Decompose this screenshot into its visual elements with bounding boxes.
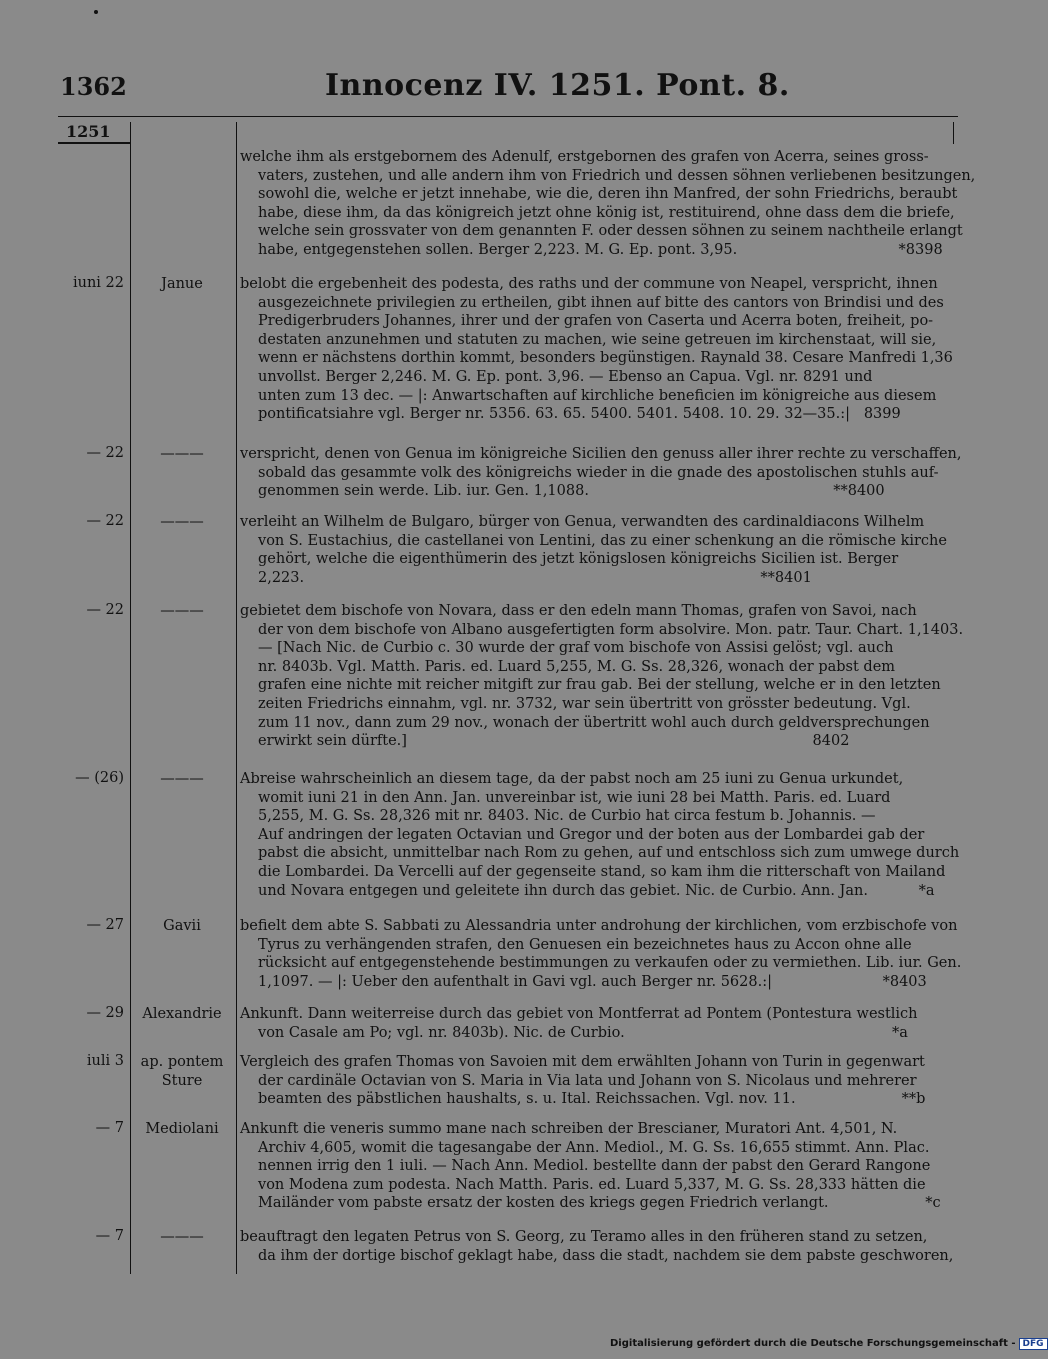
year-underline <box>58 142 130 144</box>
entry-text-line: der cardinäle Octavian von S. Maria in Via lata und Johann von S. Nicolaus und mehrerer <box>258 1072 917 1089</box>
footer-credit <box>610 1338 1048 1350</box>
entry-text-line: die Lombardei. Da Vercelli auf der gegenseite stand, so kam ihm die ritterschaft von Mailand <box>258 863 946 880</box>
entry-text-line: 2,223. **8401 <box>258 569 812 586</box>
entry-text-line: sobald das gesammte volk des königreichs wieder in die gnade des apostolischen stuhls auf- <box>258 464 939 481</box>
entry-text-line: nr. 8403b. Vgl. Matth. Paris. ed. Luard 5,255, M. G. Ss. 28,326, wonach der pabst dem <box>258 658 896 675</box>
entry-text <box>240 1120 953 1213</box>
entry-text-line: zeiten Friedrichs einnahm, vgl. nr. 3732, war sein übertritt von grösster bedeutung. Vgl. <box>258 695 911 712</box>
entry-date: — 27 <box>86 917 124 933</box>
entry-text-line: von Modena zum podesta. Nach Matth. Paris. ed. Luard 5,337, M. G. Ss. 28,333 hätten die <box>258 1176 926 1193</box>
entry-text-line: und Novara entgegen und geleitete ihn durch das gebiet. Nic. de Curbio. Ann. Jan. *a <box>258 882 935 899</box>
entry-text-line: gehört, welche die eigenthümerin des jetzt königslosen königreichs Sicilien ist. Berger <box>258 551 899 568</box>
right-margin-tick <box>953 122 954 144</box>
entry-text <box>240 513 953 587</box>
entry-text-line: — [Nach Nic. de Curbio c. 30 wurde der graf vom bischofe von Assisi gelöst; vgl. auch <box>258 640 894 657</box>
entry-text-line: verleiht an Wilhelm de Bulgaro, bürger von Genua, verwandten des cardinaldiacons Wilhelm <box>240 514 925 530</box>
entry-text-line: Mailänder vom pabste ersatz der kosten des kriegs gegen Friedrich verlangt. *c <box>258 1195 941 1212</box>
entry-text-line: pabst die absicht, unmittelbar nach Rom zu gehen, auf und entschloss sich zum umwege durch <box>258 845 960 862</box>
entry-text <box>240 917 962 991</box>
page-number: 1362 <box>60 72 127 101</box>
dfg-logo: DFG <box>1019 1338 1048 1350</box>
footer-text: Digitalisierung gefördert durch die Deutsche Forschungsgemeinschaft - <box>610 1338 1016 1349</box>
entry-text-line: welche sein grossvater von dem genannten F. oder dessen söhnen zu seinem nachtheile erlangt <box>258 223 963 240</box>
entry-date: — (26) <box>75 770 124 786</box>
entry-text-line: von S. Eustachius, die castellanei von Lentini, das zu einer schenkung an die römische kirche <box>258 532 947 549</box>
entry-text-line: zum 11 nov., dann zum 29 nov., wonach der übertritt wohl auch durch geldversprechungen <box>258 714 930 731</box>
entry-text-line: unvollst. Berger 2,246. M. G. Ep. pont. 3,96. — Ebenso an Capua. Vgl. nr. 8291 und <box>258 368 873 385</box>
entry-place: ——— <box>160 514 204 530</box>
entry-text-line: Vergleich des grafen Thomas von Savoien mit dem erwählten Johann von Turin in gegenwart <box>240 1054 925 1070</box>
entry-place: Janue <box>161 276 203 292</box>
entry-date: — 22 <box>86 513 124 529</box>
entry-text <box>240 275 953 424</box>
entry-date: — 7 <box>95 1228 124 1244</box>
entry-place: ——— <box>160 446 204 462</box>
entry-text <box>240 770 960 900</box>
entry-text-line: Archiv 4,605, womit die tagesangabe der Ann. Mediol., M. G. Ss. 16,655 stimmt. Ann. Plac. <box>258 1139 930 1156</box>
entry-text-line: wenn er nächstens dorthin kommt, besonders begünstigen. Raynald 38. Cesare Manfredi 1,36 <box>258 350 953 367</box>
entry-text-line: Tyrus zu verhängenden strafen, den Genuesen ein bezeichnetes haus zu Accon ohne alle <box>258 936 912 953</box>
entry-text-line: habe, entgegenstehen sollen. Berger 2,223. M. G. Ep. pont. 3,95. *8398 <box>258 241 943 258</box>
entry-text <box>240 445 962 501</box>
entry-text-line: beamten des päbstlichen haushalts, s. u. Ital. Reichssachen. Vgl. nov. 11. **b <box>258 1091 926 1108</box>
entry-place: Mediolani <box>145 1121 219 1137</box>
entry-text-line: erwirkt sein dürfte.] 8402 <box>258 733 850 750</box>
entry-text-line: vaters, zustehen, und alle andern ihm von Friedrich und dessen söhnen verliebenen besitzungen, <box>258 167 976 184</box>
entry-text-line: 5,255, M. G. Ss. 28,326 mit nr. 8403. Nic. de Curbio hat circa festum b. Johannis. — <box>258 808 876 825</box>
entry-text-line: nennen irrig den 1 iuli. — Nach Ann. Mediol. bestellte dann der pabst den Gerard Rangone <box>258 1158 931 1175</box>
place-column-rule <box>236 122 237 1274</box>
entry-text-line: Ankunft die veneris summo mane nach schreiben der Brescianer, Muratori Ant. 4,501, N. <box>240 1121 898 1137</box>
entry-date: — 22 <box>86 602 124 618</box>
date-column-rule <box>130 122 131 1274</box>
entry-text-line: Abreise wahrscheinlich an diesem tage, da der pabst noch am 25 iuni zu Genua urkundet, <box>240 771 904 787</box>
entry-place: ap. pontem Sture <box>140 1054 224 1089</box>
entry-date: iuni 22 <box>72 275 124 291</box>
header-rule <box>58 116 958 117</box>
entry-text <box>240 1228 953 1265</box>
year-box <box>58 118 130 144</box>
entry-text-line: welche ihm als erstgebornem des Adenulf, erstgebornen des grafen von Acerra, seines gross- <box>240 149 929 165</box>
year-label: 1251 <box>66 122 111 141</box>
speck-mark <box>94 10 98 14</box>
entry-text-line: pontificatsiahre vgl. Berger nr. 5356. 63. 65. 5400. 5401. 5408. 10. 29. 32—35.:| 8399 <box>258 406 901 423</box>
entry-text <box>240 602 964 751</box>
entry-text <box>240 1053 953 1109</box>
entry-text-line: belobt die ergebenheit des podesta, des raths und der commune von Neapel, verspricht, ihnen <box>240 276 938 292</box>
entry-text <box>240 1005 953 1042</box>
entry-date: — 7 <box>95 1120 124 1136</box>
entry-text-line: beauftragt den legaten Petrus von S. Georg, zu Teramo alles in den früheren stand zu setzen, <box>240 1229 928 1245</box>
entry-text-line: grafen eine nichte mit reicher mitgift zur frau gab. Bei der stellung, welche er in den letzten <box>258 677 941 694</box>
entry-text-line: befielt dem abte S. Sabbati zu Alessandria unter androhung der kirchlichen, vom erzbischofe von <box>240 918 958 934</box>
entry-text-line: ausgezeichnete privilegien zu ertheilen, gibt ihnen auf bitte des cantors von Brindisi und des <box>258 294 944 311</box>
entry-text-line: da ihm der dortige bischof geklagt habe, dass die stadt, nachdem sie dem pabste geschworen, <box>258 1247 954 1264</box>
entry-place: Alexandrie <box>142 1006 222 1022</box>
entry-text-line: unten zum 13 dec. — |: Anwartschaften auf kirchliche beneficien im königreiche aus diesem <box>258 387 937 404</box>
entry-text-line: sowohl die, welche er jetzt innehabe, wie die, deren ihn Manfred, der sohn Friedrichs, beraubt <box>258 186 958 203</box>
entry-text-line: Predigerbruders Johannes, ihrer und der grafen von Caserta und Acerra boten, freiheit, po- <box>258 313 934 330</box>
entry-text-line: Ankunft. Dann weiterreise durch das gebiet von Montferrat ad Pontem (Pontestura westlich <box>240 1006 918 1022</box>
entry-date: — 29 <box>86 1005 124 1021</box>
entry-date: — 22 <box>86 445 124 461</box>
entry-text-line: der von dem bischofe von Albano ausgefertigten form absolvire. Mon. patr. Taur. Chart. 1,1403. <box>258 621 964 638</box>
entry-place: Gavii <box>163 918 201 934</box>
page-header <box>0 68 1000 108</box>
entry-text-line: womit iuni 21 in den Ann. Jan. unvereinbar ist, wie iuni 28 bei Matth. Paris. ed. Luard <box>258 789 891 806</box>
entry-text-line: rücksicht auf entgegenstehende bestimmungen zu verkaufen oder zu vermiethen. Lib. iur. Gen. <box>258 955 962 972</box>
entry-text-line: genommen sein werde. Lib. iur. Gen. 1,1088. **8400 <box>258 483 885 500</box>
entry-place: ——— <box>160 771 204 787</box>
entry-text-line: habe, diese ihm, da das königreich jetzt ohne könig ist, restituirend, ohne dass dem die briefe, <box>258 204 955 221</box>
entry-text-line: von Casale am Po; vgl. nr. 8403b). Nic. de Curbio. *a <box>258 1024 908 1041</box>
entry-text-line: destaten anzunehmen und statuten zu machen, wie seine getreuen im kirchenstaat, will sie, <box>258 331 937 348</box>
entry-text-line: verspricht, denen von Genua im königreiche Sicilien den genuss aller ihrer rechte zu verschaffen, <box>240 446 962 462</box>
entry-date: iuli 3 <box>86 1053 124 1069</box>
entry-text-line: gebietet dem bischofe von Novara, dass er den edeln mann Thomas, grafen von Savoi, nach <box>240 603 917 619</box>
entry-place: ——— <box>160 1229 204 1245</box>
entry-text-line: 1,1097. — |: Ueber den aufenthalt in Gavi vgl. auch Berger nr. 5628.:| *8403 <box>258 973 927 990</box>
entry-place: ——— <box>160 603 204 619</box>
entry-text-line: Auf andringen der legaten Octavian und Gregor und der boten aus der Lombardei gab der <box>258 826 925 843</box>
running-title: Innocenz IV. 1251. Pont. 8. <box>325 68 790 103</box>
entry-text <box>240 148 976 260</box>
